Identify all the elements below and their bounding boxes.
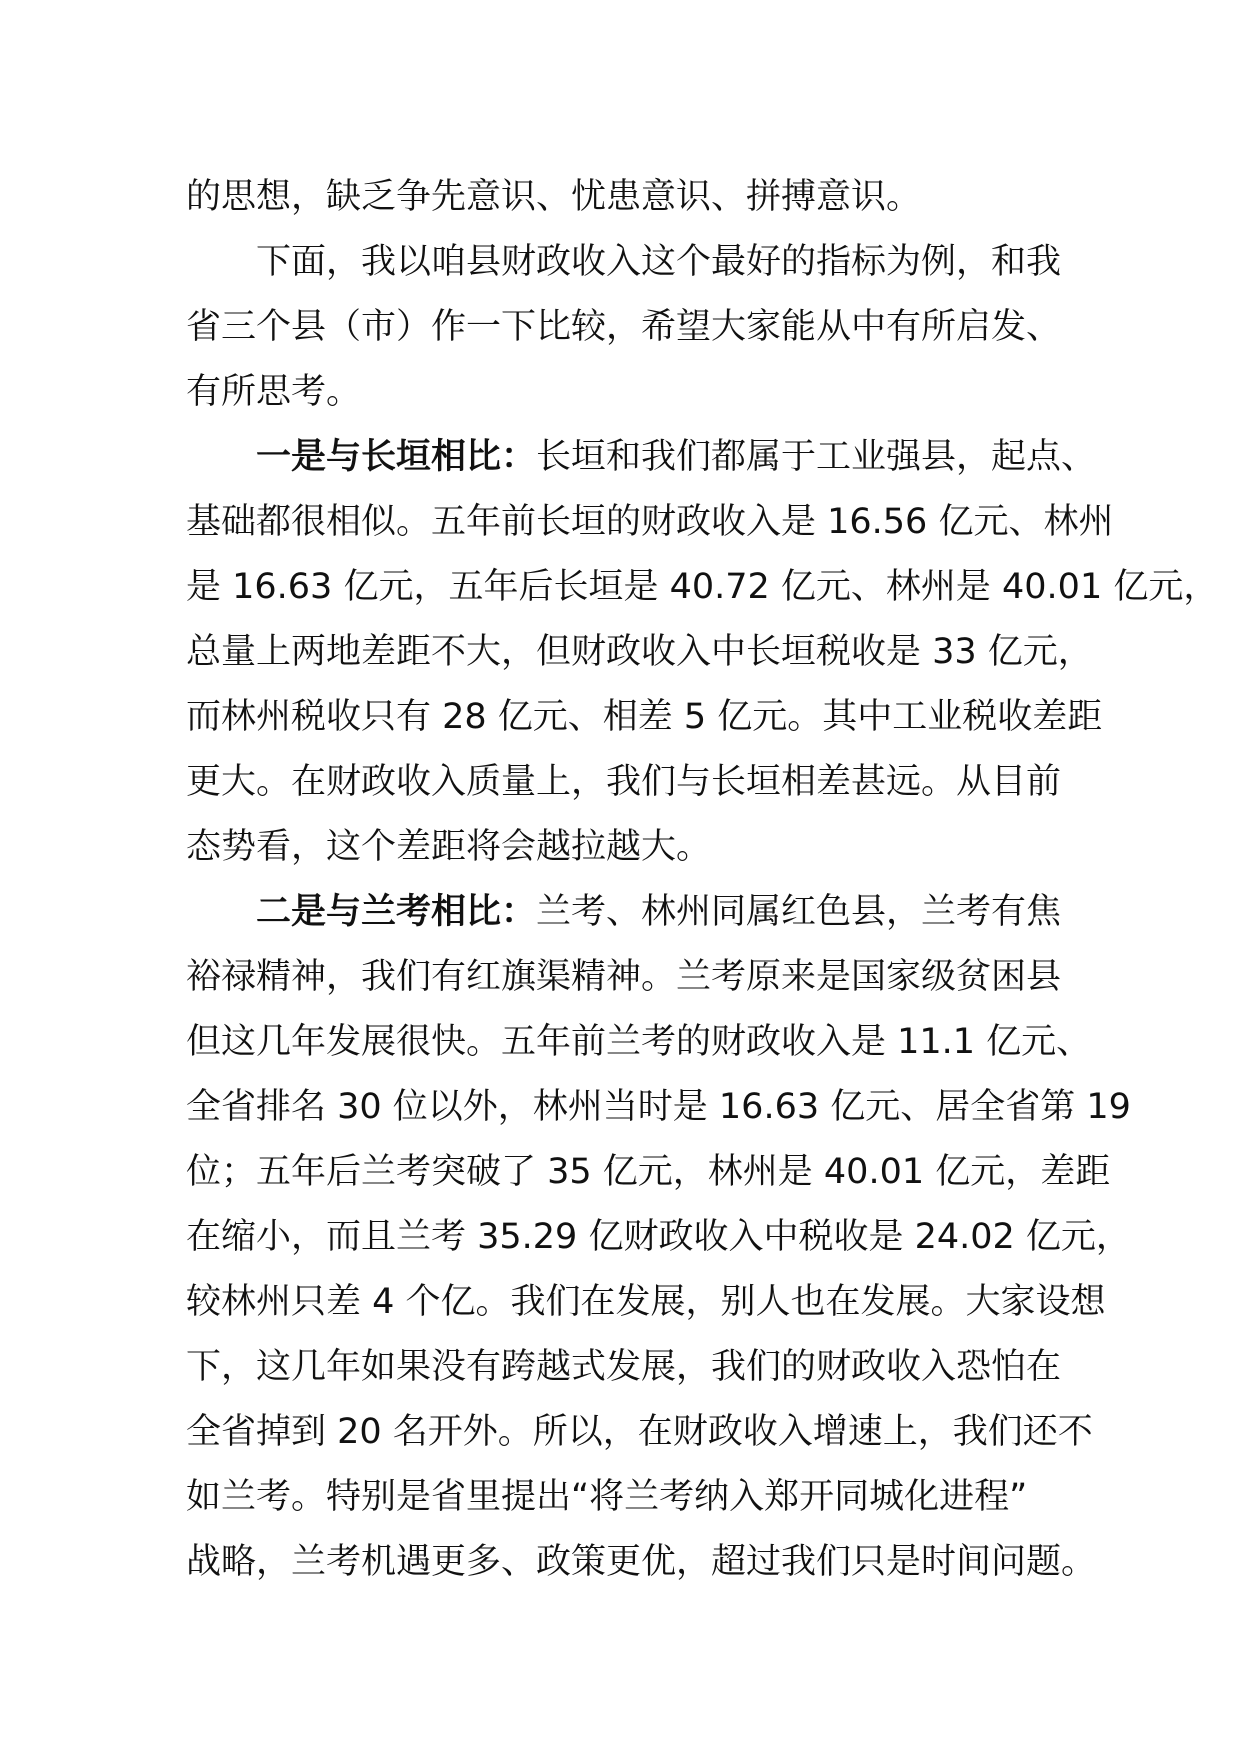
paragraph-line-rest: 兰考、林州同属红色县，兰考有焦 <box>536 892 1062 932</box>
paragraph-line: 下面，我以咱县财政收入这个最好的指标为例，和我 <box>256 242 1062 282</box>
paragraph-line: 总量上两地差距不大，但财政收入中长垣税收是 33 亿元， <box>186 632 1093 672</box>
paragraph-lankao-comparison <box>186 880 1131 1595</box>
paragraph-1 <box>186 165 1086 230</box>
paragraph-line: 是 16.63 亿元，五年后长垣是 40.72 亿元、林州是 40.01 亿元， <box>186 567 1219 607</box>
paragraph-line: 态势看，这个差距将会越拉越大。 <box>186 827 712 867</box>
paragraph-line: 较林州只差 4 个亿。我们在发展，别人也在发展。大家设想 <box>186 1282 1106 1322</box>
paragraph-line: 全省掉到 20 名开外。所以，在财政收入增速上，我们还不 <box>186 1412 1093 1452</box>
paragraph-line: 的思想，缺乏争先意识、忧患意识、拼搏意识。 <box>186 177 922 217</box>
paragraph-changyuan-comparison <box>186 425 1219 880</box>
paragraph-first-line <box>186 880 1086 945</box>
paragraph-line: 有所思考。 <box>186 372 362 412</box>
paragraph-line-rest: 长垣和我们都属于工业强县，起点、 <box>536 437 1097 477</box>
paragraph-line: 但这几年发展很快。五年前兰考的财政收入是 11.1 亿元、 <box>186 1022 1092 1062</box>
document-body <box>186 165 1219 1595</box>
paragraph-line: 战略，兰考机遇更多、政策更优，超过我们只是时间问题。 <box>186 1542 1097 1582</box>
paragraph-line: 在缩小，而且兰考 35.29 亿财政收入中税收是 24.02 亿元， <box>186 1217 1131 1257</box>
paragraph-line: 下，这几年如果没有跨越式发展，我们的财政收入恐怕在 <box>186 1347 1062 1387</box>
paragraph-lead-heading: 二是与兰考相比： <box>256 892 537 932</box>
paragraph-line: 裕禄精神，我们有红旗渠精神。兰考原来是国家级贫困县 <box>186 957 1062 997</box>
paragraph-first-line <box>186 425 1097 490</box>
paragraph-line: 基础都很相似。五年前长垣的财政收入是 16.56 亿元、林州 <box>186 502 1114 542</box>
paragraph-line: 而林州税收只有 28 亿元、相差 5 亿元。其中工业税收差距 <box>186 697 1103 737</box>
paragraph-2 <box>186 230 1086 425</box>
paragraph-line: 更大。在财政收入质量上，我们与长垣相差甚远。从目前 <box>186 762 1062 802</box>
paragraph-line: 如兰考。特别是省里提出“将兰考纳入郑开同城化进程” <box>186 1477 1028 1517</box>
paragraph-lead-heading: 一是与长垣相比： <box>256 437 537 477</box>
paragraph-line: 省三个县（市）作一下比较，希望大家能从中有所启发、 <box>186 307 1062 347</box>
paragraph-line: 位；五年后兰考突破了 35 亿元，林州是 40.01 亿元，差距 <box>186 1152 1111 1192</box>
paragraph-line: 全省排名 30 位以外，林州当时是 16.63 亿元、居全省第 19 <box>186 1087 1131 1127</box>
